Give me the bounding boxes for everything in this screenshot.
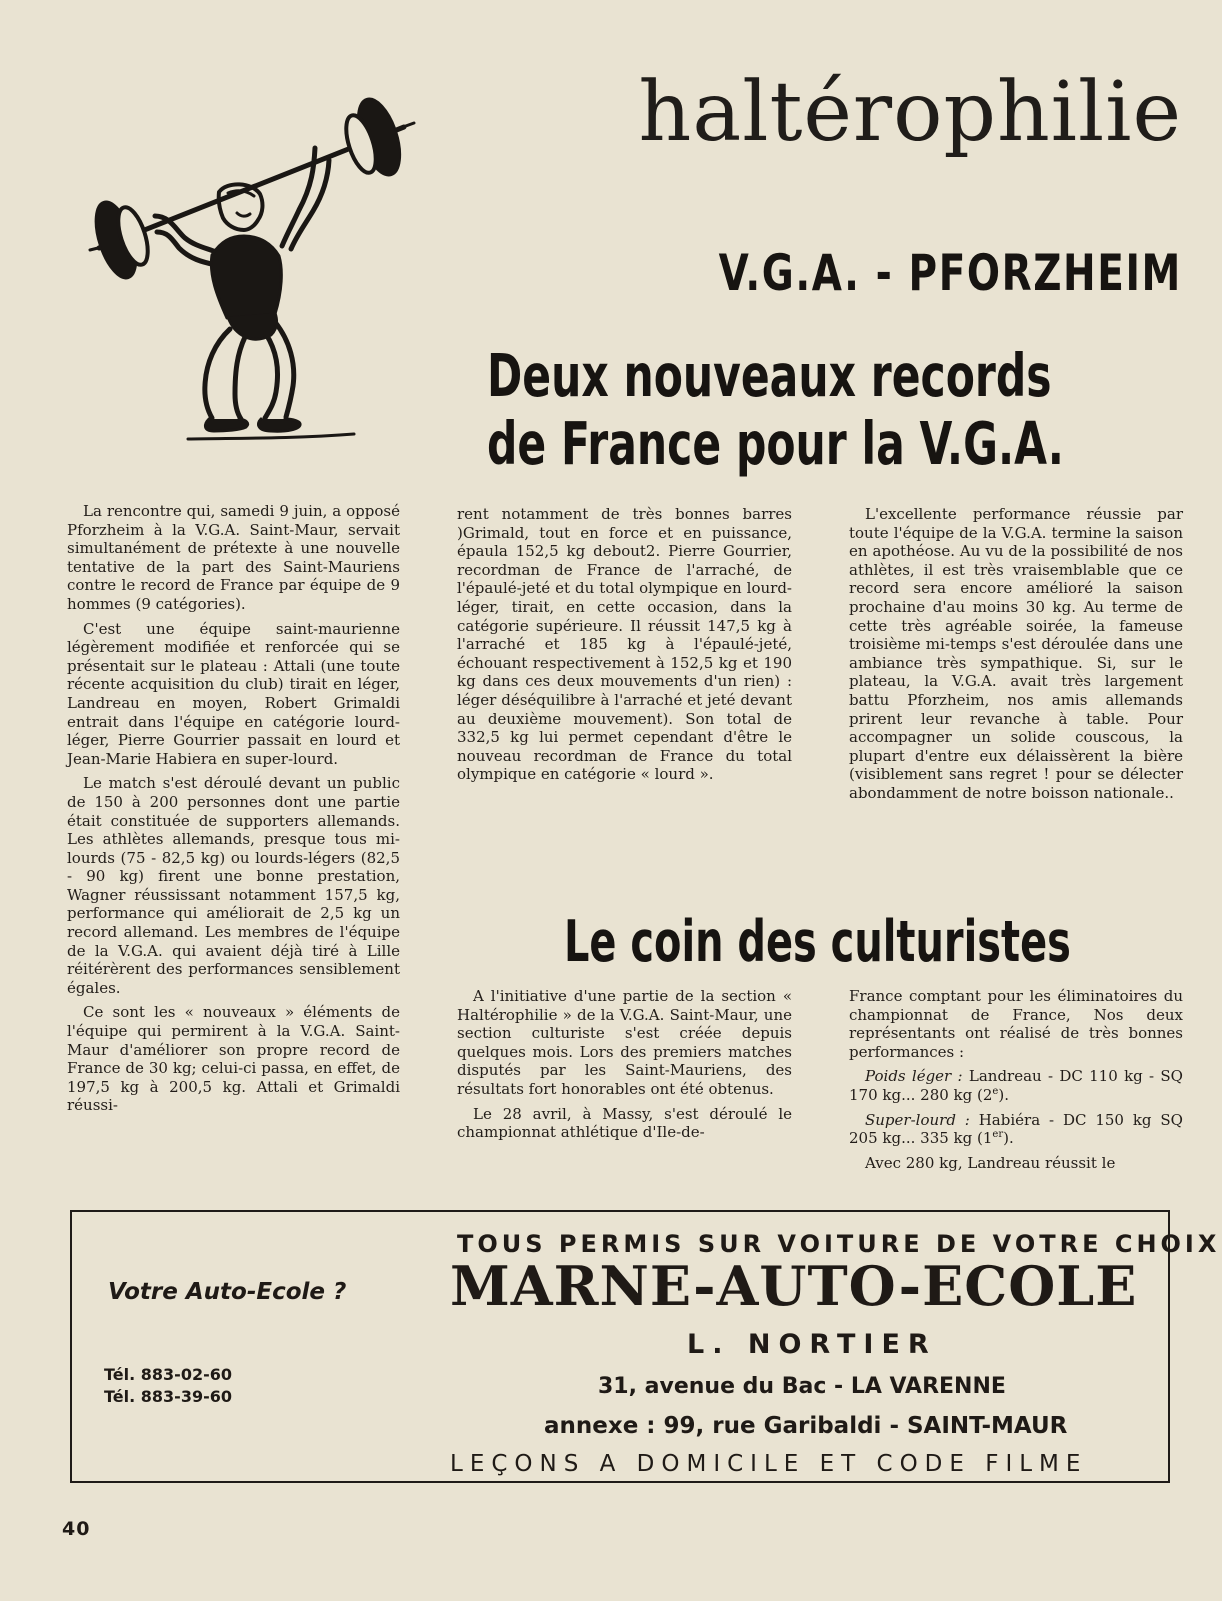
culturistes-paragraph: A l'initiative d'une partie de la section « Haltérophilie » de la V.G.A. Saint-Maur, une section culturiste s'est créée depuis quelques mois. Lors des premiers matches disputés par les Saint-Mauriens, des résultats fort honorables ont été obtenus. [457,987,792,1098]
result-poids-leger [849,1067,1183,1104]
article-paragraph: Ce sont les « nouveaux » éléments de l'équipe qui permirent à la V.G.A. Saint-Maur d'améliorer son propre record de France de 30 kg; celui-ci passa, en effet, de 197,5 kg à 200,5 kg. Attali et Grimaldi réussi- [67,1003,400,1115]
ad-lessons-line: LEÇONS A DOMICILE ET CODE FILME [450,1451,1088,1477]
article-paragraph: Le match s'est déroulé devant un public de 150 à 200 personnes dont une partie était constituée de supporters allemands. Les athlètes allemands, presque tous mi-lourds (75 - 82,5 kg) ou lourds-légers (82,5 - 90 kg) firent une bonne prestation, Wagner réussissant notamment 157,5 kg, performance qui améliorait de 2,5 kg un record allemand. Les membres de l'équipe de la V.G.A. qui avaient déjà tiré à Lille réitérèrent des performances sensiblement égales. [67,774,400,997]
headline-vga-pforzheim: V.G.A. - PFORZHEIM [718,244,1182,302]
article-column-2 [457,505,792,790]
culturistes-paragraph: France comptant pour les éliminatoires du championnat de France, Nos deux représentants ont réalisé de très bonnes performances : [849,987,1183,1061]
result-rank-superscript: e [992,1085,999,1097]
headline-records-line-1: Deux nouveaux records [487,341,1052,410]
culturistes-paragraph: Le 28 avril, à Massy, s'est déroulé le championnat athlétique d'Ile-de- [457,1104,792,1142]
page-number: 40 [62,1518,91,1540]
result-category: Super-lourd : [865,1110,970,1129]
ad-phone-1: Tél. 883-02-60 [104,1365,232,1384]
article-column-1 [67,502,400,1121]
headline-records-line-2: de France pour la V.G.A. [487,409,1064,478]
article-paragraph: La rencontre qui, samedi 9 juin, a opposé Pforzheim à la V.G.A. Saint-Maur, servait simultanément de prétexte à une nouvelle tentative de la part des Saint-Mauriens contre le record de France par équipe de 9 hommes (9 catégories). [67,502,400,613]
result-text: Landreau - DC 110 kg - SQ 170 kg... 280 kg (2 [849,1067,1183,1104]
result-category: Poids léger : [865,1067,963,1086]
ad-phone-2: Tél. 883-39-60 [104,1387,232,1406]
ad-phone-list [104,1364,232,1408]
article-paragraph: rent notamment de très bonnes barres )Grimald, tout en force et en puissance, épaula 152,5 kg debout2. Pierre Gourrier, recordman de France de l'arraché, de l'épaulé-jeté et du total olympique en lourd-léger, tirait, en cette occasion, dans la catégorie supérieure. Il réussit 147,5 kg à l'arraché et 185 kg à l'épaulé-jeté, échouant respectivement à 152,5 kg et 190 kg dans ces deux mouvements d'un rien) : léger déséquilibre à l'arraché et jeté devant au deuxième mouvement). Son total de 332,5 kg lui permet cependant d'être le nouveau recordman de France du total olympique en catégorie « lourd ». [457,505,792,784]
auto-ecole-advertisement [70,1210,1221,1483]
headline-culturistes: Le coin des culturistes [564,909,1071,975]
result-suffix: ). [1003,1129,1014,1148]
section-title: haltérophilie [638,65,1182,160]
ad-slogan: TOUS PERMIS SUR VOITURE DE VOTRE CHOIX [457,1230,1221,1258]
culturistes-column-right [849,987,1183,1178]
article-paragraph: C'est une équipe saint-maurienne légèrement modifiée et renforcée qui se présentait sur le plateau : Attali (une toute récente acquisition du club) tirait en léger, Landreau en moyen, Robert Grimaldi entrait dans l'équipe en catégorie lourd-léger, Pierre Gourrier passait en lourd et Jean-Marie Habiera en super-lourd. [67,619,400,768]
ad-business-name: MARNE-AUTO-ECOLE [450,1254,1138,1318]
result-text: Habiéra - DC 150 kg SQ 205 kg... 335 kg (1 [849,1110,1183,1148]
culturistes-paragraph: Avec 280 kg, Landreau réussit le [865,1153,1116,1172]
ad-owner-name: L. NORTIER [687,1329,937,1360]
ad-annex-address: annexe : 99, rue Garibaldi - SAINT-MAUR [544,1413,1068,1439]
article-column-3 [849,505,1183,809]
ad-question: Votre Auto-Ecole ? [108,1279,347,1305]
weightlifter-illustration-icon [84,90,424,460]
article-paragraph: L'excellente performance réussie par toute l'équipe de la V.G.A. termine la saison en apothéose. Au vu de la possibilité de nos athlètes, il est très vraisemblable que ce record sera encore amélioré la saison prochaine d'au moins 30 kg. Au terme de cette très agréable soirée, la fameuse troisième mi-temps s'est déroulée dans une ambiance très sympathique. Si, sur le plateau, la V.G.A. avait très largement battu Pforzheim, nos amis allemands prirent leur revanche à table. Pour accompagner un solide couscous, la plupart d'entre eux délaissèrent la bière (visiblement sans regret ! pour se délecter abondamment de notre boisson nationale.. [849,505,1183,802]
culturistes-column-left [457,987,792,1148]
result-rank-superscript: er [992,1129,1004,1141]
result-super-lourd [849,1111,1183,1148]
ad-address: 31, avenue du Bac - LA VARENNE [598,1374,1006,1399]
result-suffix: ). [998,1085,1009,1104]
